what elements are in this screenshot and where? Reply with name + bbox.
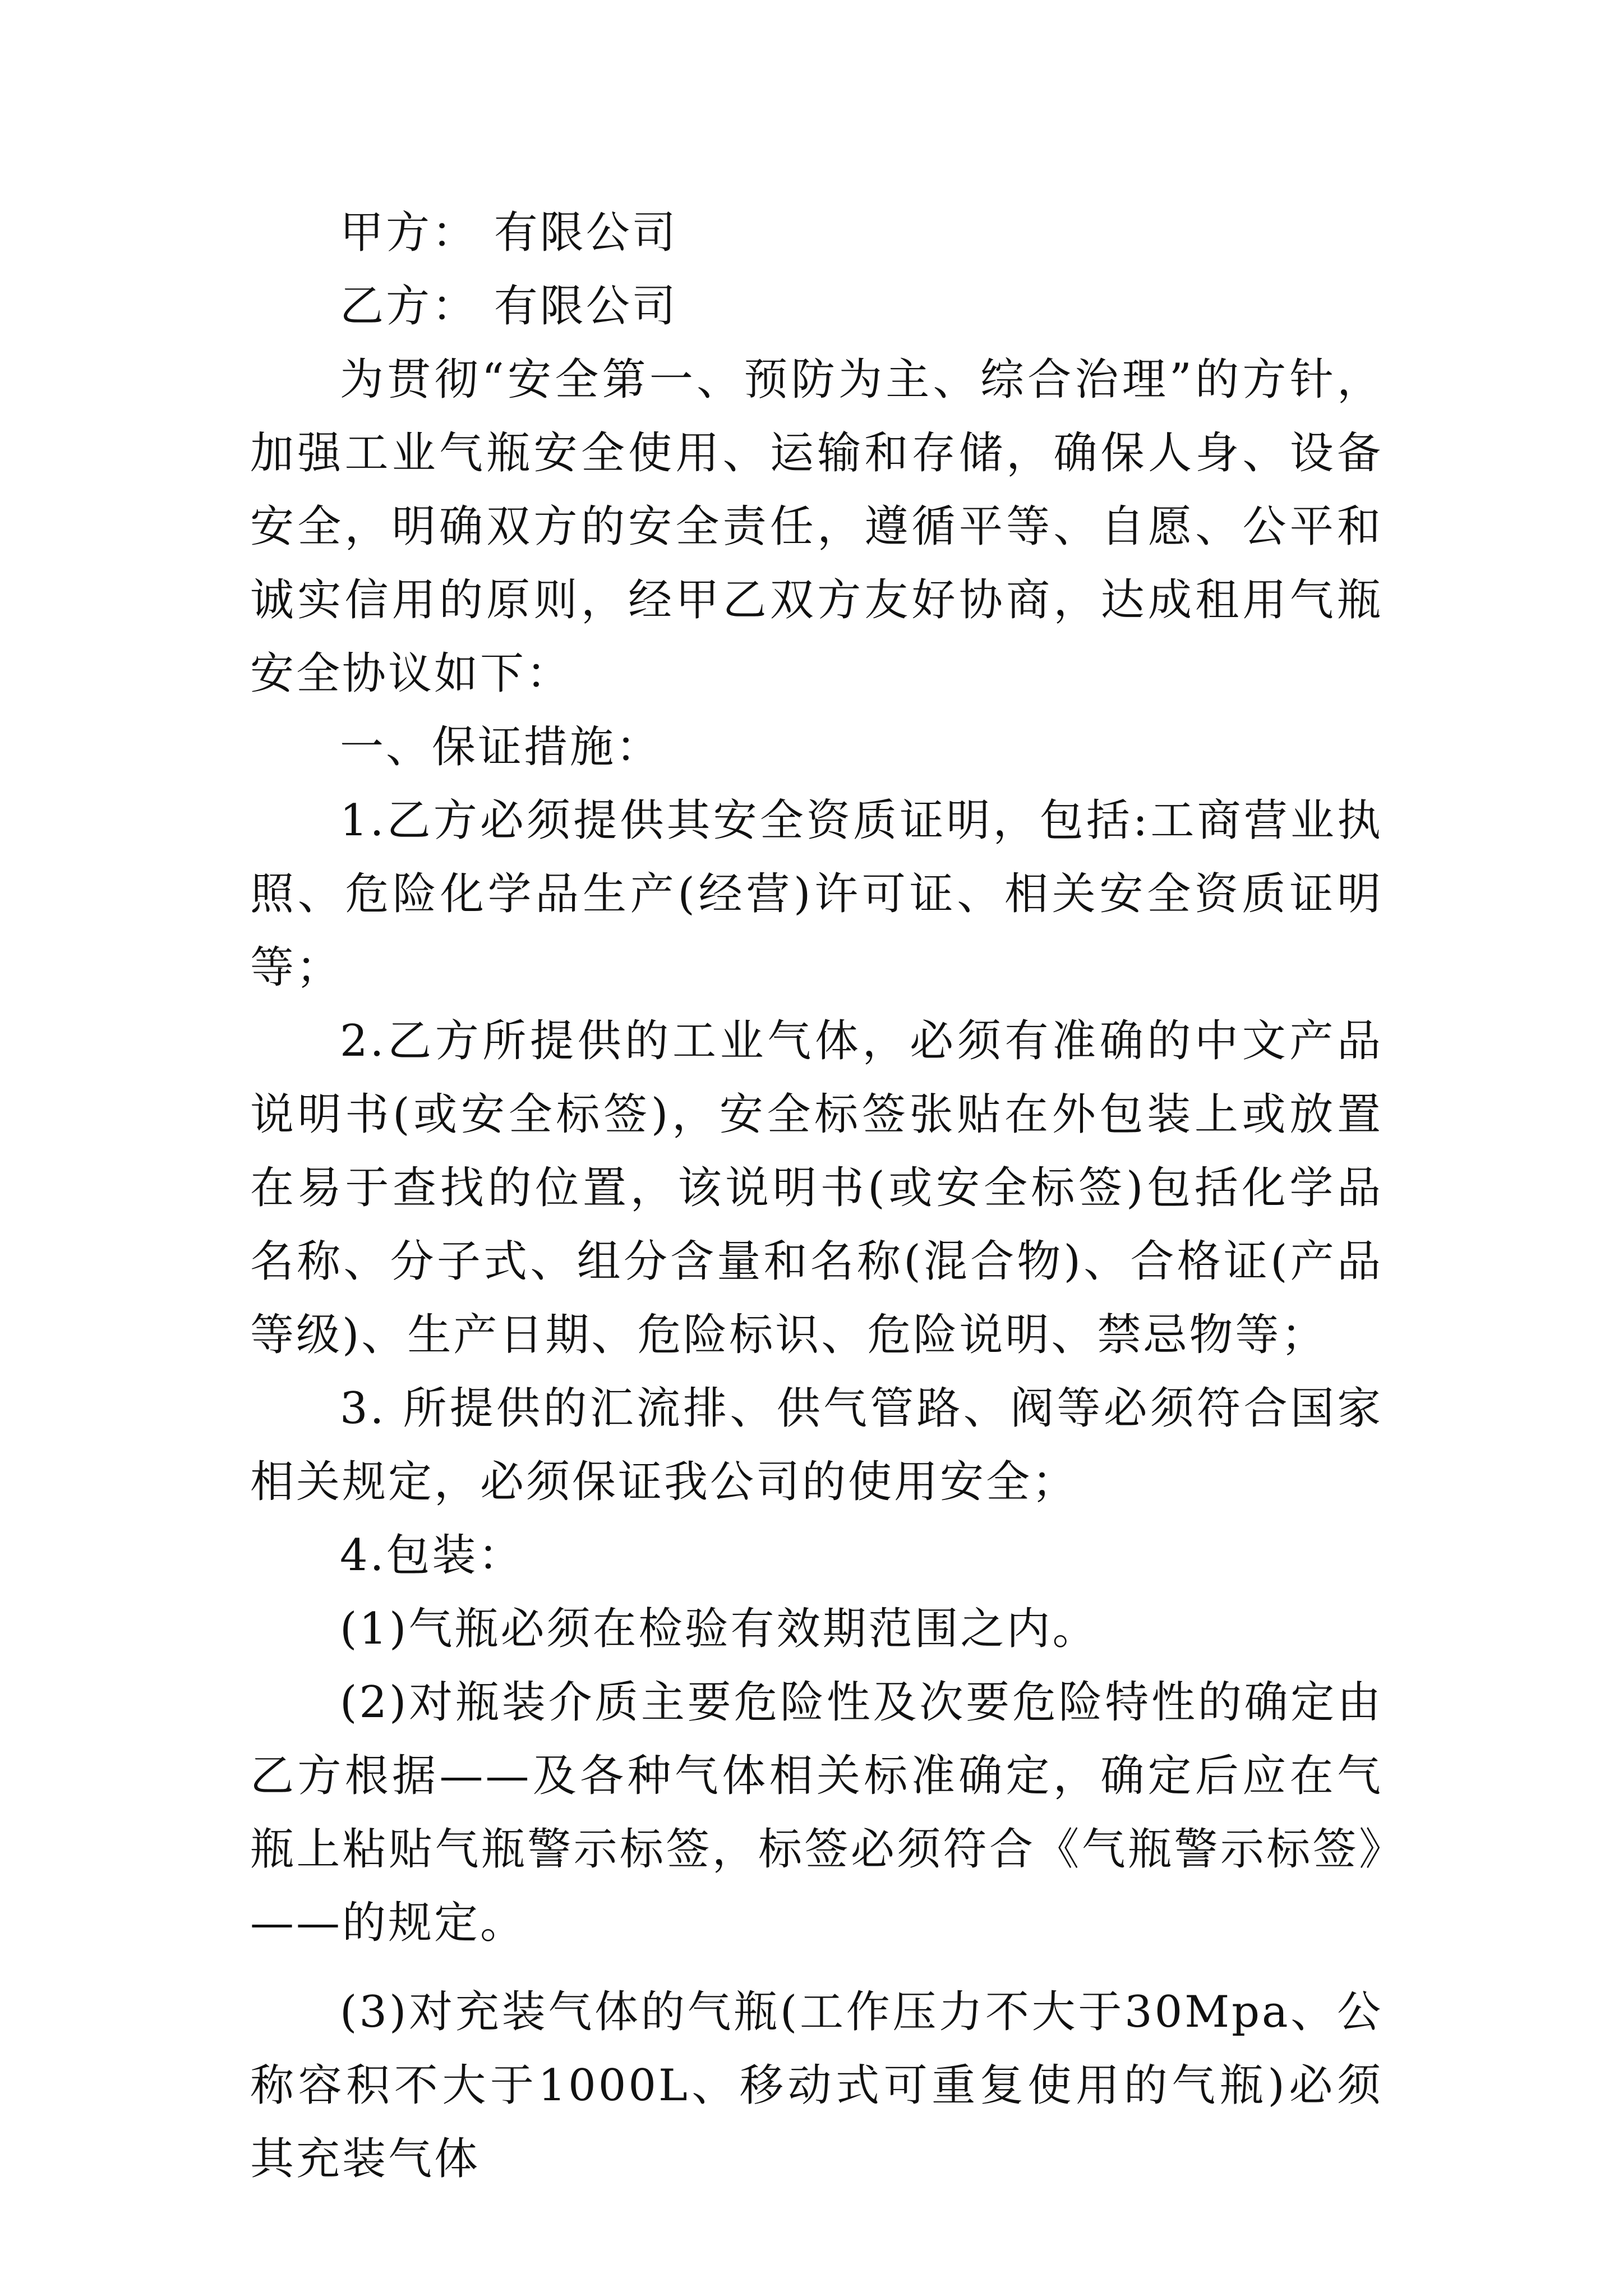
section-1-heading: 一、保证措施：	[340, 722, 662, 772]
document-body	[250, 196, 1383, 2196]
clause-4-3: (3)对充装气体的气瓶(工作压力不大于30Mpa、公称容积不大于1000L、移动式可重复使用的气瓶)必须其充装气体	[250, 1987, 1383, 2184]
clause-4-2: (2)对瓶装介质主要危险性及次要危险特性的确定由乙方根据——及各种气体相关标准确定，确定后应在气瓶上粘贴气瓶警示标签，标签必须符合《气瓶警示标签》——的规定。	[250, 1677, 1383, 1948]
clause-4-heading: 4.包装：	[340, 1530, 524, 1581]
preamble-paragraph: 为贯彻“安全第一、预防为主、综合治理”的方针，加强工业气瓶安全使用、运输和存储，确保人身、设备安全，明确双方的安全责任，遵循平等、自愿、公平和诚实信用的原则，经甲乙双方友好协商，达成租用气瓶安全协议如下：	[250, 355, 1383, 699]
party-b-line: 乙方： 有限公司	[340, 281, 678, 332]
clause-3: 3. 所提供的汇流排、供气管路、阀等必须符合国家相关规定，必须保证我公司的使用安全；	[250, 1383, 1383, 1507]
clause-1: 1.乙方必须提供其安全资质证明，包括:工商营业执照、危险化学品生产(经营)许可证、相关安全资质证明等；	[250, 795, 1383, 993]
clause-2: 2.乙方所提供的工业气体，必须有准确的中文产品说明书(或安全标签)，安全标签张贴在外包装上或放置在易于查找的位置，该说明书(或安全标签)包括化学品名称、分子式、组分含量和名称(混合物)、合格证(产品等级)、生产日期、危险标识、危险说明、禁忌物等；	[250, 1016, 1383, 1360]
clause-4-1: (1)气瓶必须在检验有效期范围之内。	[340, 1604, 1099, 1654]
party-a-line: 甲方： 有限公司	[340, 208, 678, 258]
